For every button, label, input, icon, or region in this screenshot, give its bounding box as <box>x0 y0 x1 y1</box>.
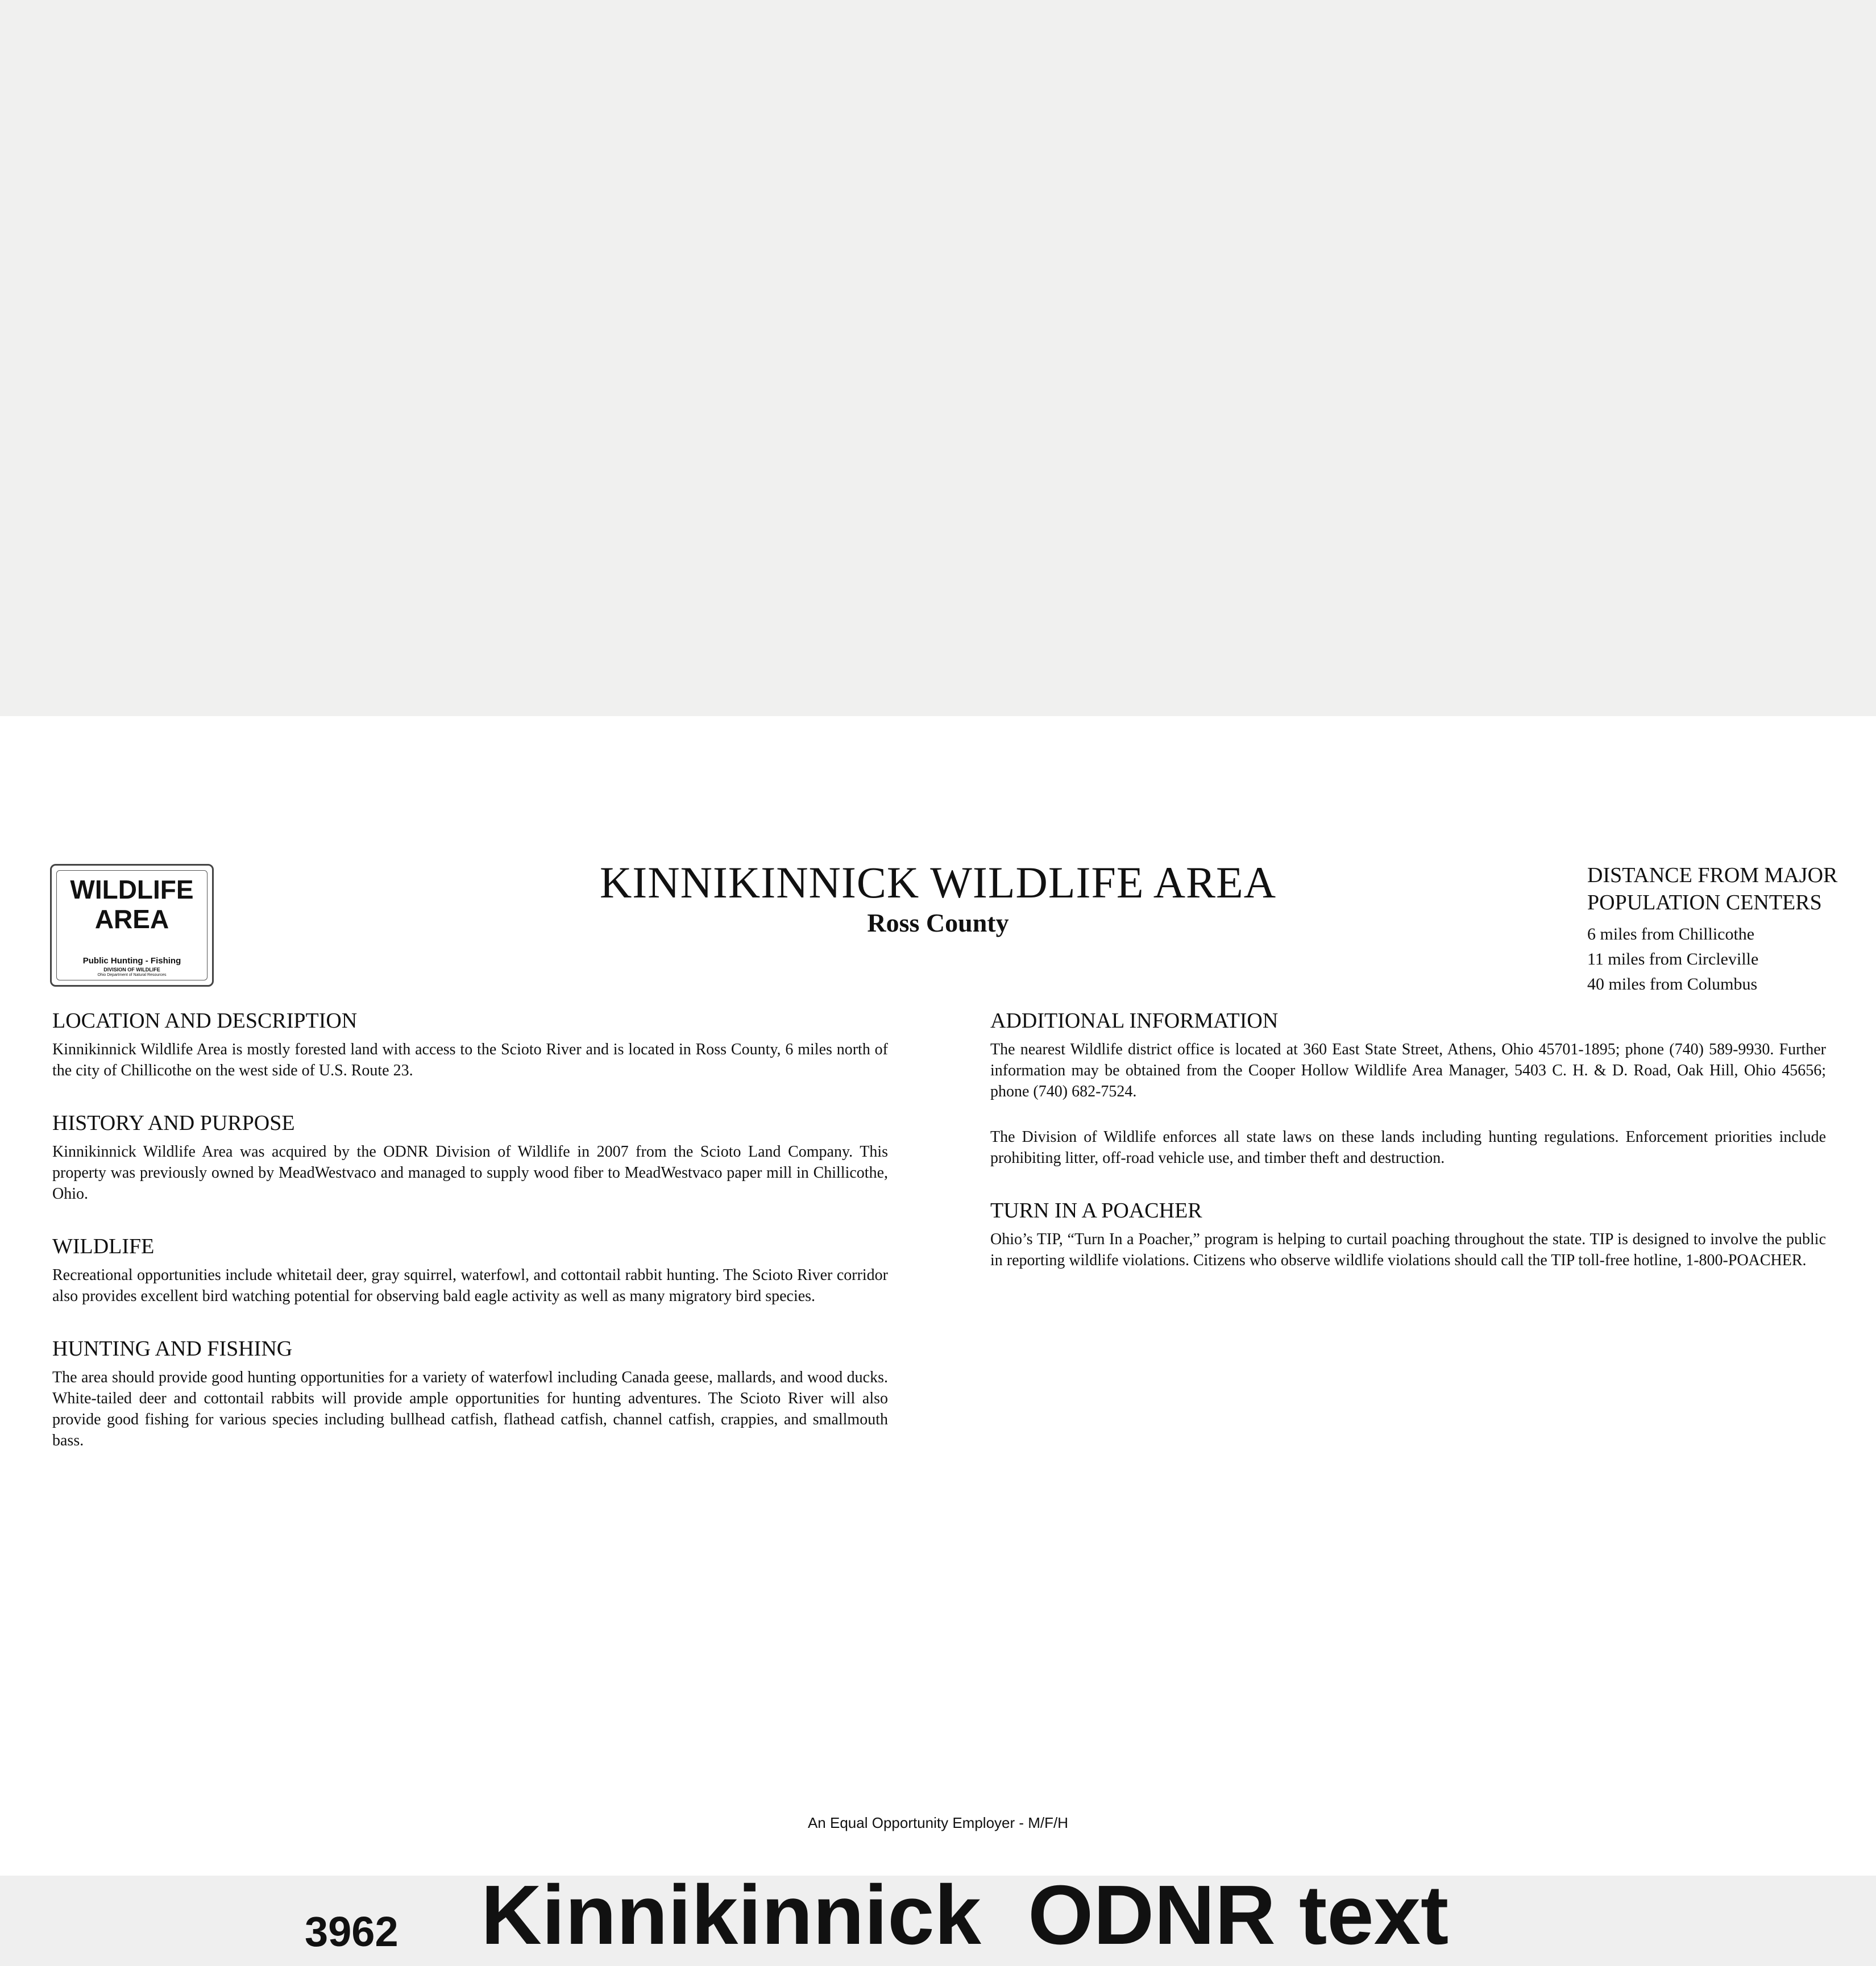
section-history <box>52 1111 888 1204</box>
distance-panel <box>1587 862 1860 997</box>
distance-item: 6 miles from Chillicothe <box>1587 925 1755 943</box>
section-hunting <box>52 1336 888 1451</box>
page-subtitle: Ross County <box>867 908 1009 937</box>
section-heading: TURN IN A POACHER <box>990 1199 1202 1223</box>
section-text: Recreational opportunities include whitetail deer, gray squirrel, waterfowl, and cottontail rabbit hunting. The Scioto River corridor also provides excellent bird watching potential for observing bald eagle activity as well as many migratory bird species. <box>52 1266 888 1305</box>
distance-item: 40 miles from Columbus <box>1587 975 1758 994</box>
distance-heading-line1: DISTANCE FROM MAJOR <box>1587 863 1838 887</box>
section-heading: WILDLIFE <box>52 1235 155 1258</box>
sign-department: Ohio Department of Natural Resources <box>97 973 167 977</box>
section-text: The area should provide good hunting opportunities for a variety of waterfowl including Canada geese, mallards, and wood ducks. White-tailed deer and cottontail rabbits will provide ample opportunities for hunting adventures. The Scioto River will also provide good fishing for various species including bullhead catfish, flathead catfish, channel catfish, crappies, and smallmouth bass. <box>52 1369 888 1449</box>
distance-heading-line2: POPULATION CENTERS <box>1587 891 1822 915</box>
section-heading: LOCATION AND DESCRIPTION <box>52 1009 358 1033</box>
section-text: The nearest Wildlife district office is located at 360 East State Street, Athens, Ohio 45701-1895; phone (740) 589-9930. Further information may be obtained from the Cooper Hollow Wildlife Area Manager, 5403 C. H. & D. Road, Oak Hill, Ohio 45656; phone (740) 682-7524. <box>990 1041 1826 1100</box>
sign-title: WILDLIFE AREA <box>70 875 194 934</box>
equal-opportunity-note: An Equal Opportunity Employer - M/F/H <box>807 1814 1069 1831</box>
section-heading: HISTORY AND PURPOSE <box>52 1111 295 1135</box>
distance-item: 11 miles from Circleville <box>1587 950 1759 969</box>
job-label: Kinnikinnick ODNR text <box>481 1868 1449 1962</box>
sign-subtitle: Public Hunting - Fishing <box>82 956 181 966</box>
section-additional <box>990 1008 1826 1169</box>
job-number: 3962 <box>305 1908 399 1955</box>
left-column <box>52 1008 888 1481</box>
right-column <box>990 1008 1826 1300</box>
page-title: KINNIKINNICK WILDLIFE AREA <box>599 858 1277 907</box>
distance-list <box>1587 922 1860 997</box>
section-location <box>52 1008 888 1081</box>
section-wildlife <box>52 1234 888 1307</box>
section-poacher <box>990 1198 1826 1271</box>
section-text: The Division of Wildlife enforces all state laws on these lands including hunting regulations. Enforcement priorities include prohibiting litter, off-road vehicle use, and timber theft and destruction. <box>990 1128 1826 1167</box>
section-text: Kinnikinnick Wildlife Area was acquired by the ODNR Division of Wildlife in 2007 from the Scioto Land Company. This property was previously owned by MeadWestvaco and managed to supply wood fiber to MeadWestvaco paper mill in Chillicothe, Ohio. <box>52 1143 888 1203</box>
top-blank-band <box>0 0 1876 716</box>
section-heading: ADDITIONAL INFORMATION <box>990 1009 1279 1033</box>
sign-division: DIVISION OF WILDLIFE <box>103 967 160 972</box>
section-text: Kinnikinnick Wildlife Area is mostly forested land with access to the Scioto River and is located in Ross County, 6 miles north of the city of Chillicothe on the west side of U.S. Route 23. <box>52 1041 888 1079</box>
section-heading: HUNTING AND FISHING <box>52 1337 293 1361</box>
section-text: Ohio’s TIP, “Turn In a Poacher,” program is helping to curtail poaching throughout the state. TIP is designed to involve the public in reporting wildlife violations. Citizens who observe wildlife violations should call the TIP toll-free hotline, 1-800-POACHER. <box>990 1231 1826 1269</box>
